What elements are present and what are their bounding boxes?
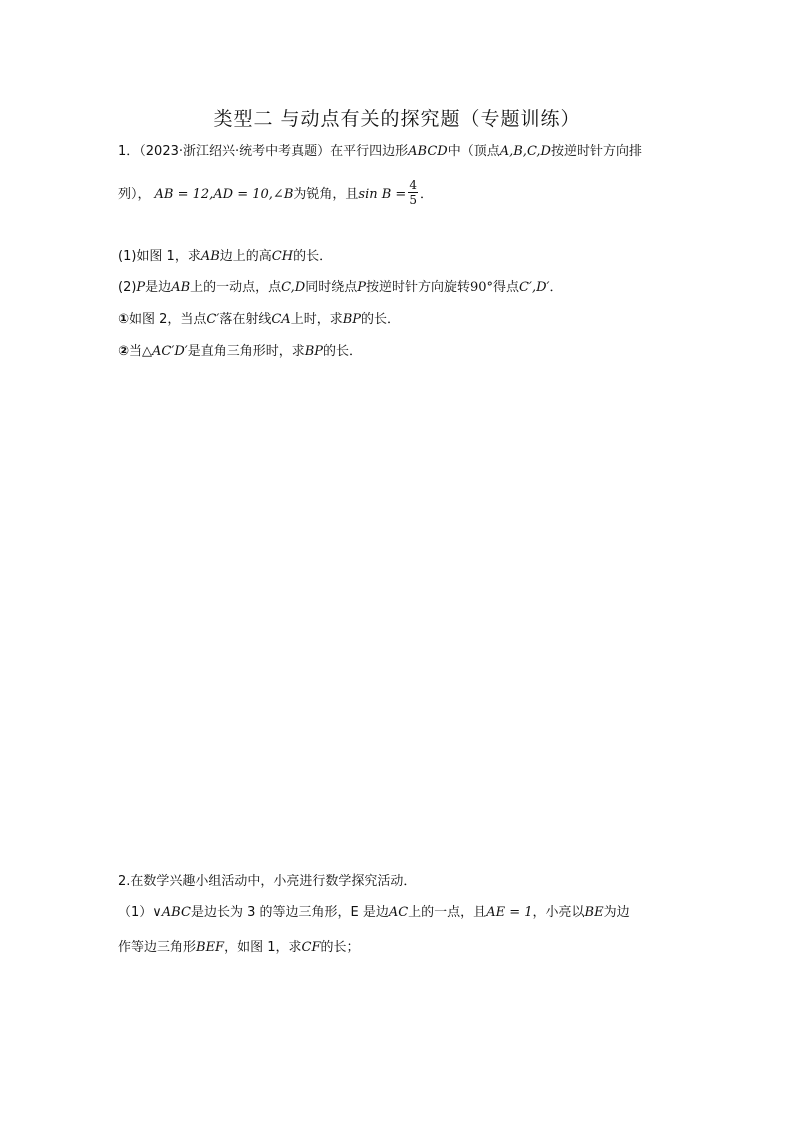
q2-math: ∨ABC <box>152 905 191 920</box>
q1-given: AB = 12,AD = 10,∠B <box>154 187 294 202</box>
q1-math: AB <box>171 280 191 295</box>
q1-line-2 <box>118 180 433 209</box>
q2-line-1: 2.在数学兴趣小组活动中，小亮进行数学探究活动． <box>118 874 417 889</box>
q2-text: ，小亮以 <box>532 905 585 920</box>
q1-text: 在平行四边形 <box>330 144 409 159</box>
q1-text: 边上的高 <box>219 249 272 264</box>
q1-math: AB <box>200 249 220 264</box>
q1-math: C′ <box>206 312 220 327</box>
q1-math: △AC′D′ <box>142 344 188 359</box>
q1-text: 上的一动点，点 <box>190 280 282 295</box>
q1-text: ． <box>549 280 563 295</box>
q1-text: 为锐角，且 <box>293 187 359 202</box>
q1-number: 1． <box>118 144 140 159</box>
fraction <box>408 178 418 207</box>
q1-text: 同时绕点 <box>305 280 358 295</box>
q1-math: BP <box>304 344 324 359</box>
circled-number: ② <box>118 344 130 359</box>
q2-math: CF <box>301 940 321 955</box>
q1-math: BP <box>342 312 362 327</box>
q2-text: 是边长为 3 的等边三角形，E 是边 <box>190 905 389 920</box>
q1-text: 按逆时针方向排 <box>550 144 642 159</box>
q1-text: 列）， <box>118 187 151 202</box>
q1-part-2 <box>118 278 562 298</box>
q2-math: BEF <box>196 940 225 955</box>
fraction-numerator: 4 <box>409 178 417 192</box>
q2-math: AC <box>388 905 409 920</box>
q1-shape: ABCD <box>408 144 448 159</box>
circled-number: ① <box>118 312 130 327</box>
fraction-denominator: 5 <box>409 193 417 207</box>
q1-text: 按逆时针方向旋转 <box>365 280 470 295</box>
q1-part-1 <box>118 247 332 267</box>
q2-text: 上的一点，且 <box>408 905 487 920</box>
q2-text: 的长； <box>320 940 360 955</box>
q1-text: 得点 <box>493 280 520 295</box>
page-title: 类型二 与动点有关的探究题（专题训练） <box>213 108 581 130</box>
q1-math: CA <box>271 312 291 327</box>
q2-text: （1） <box>118 905 153 920</box>
q1-text: 上时，求 <box>290 312 343 327</box>
q1-source: （2023·浙江绍兴·统考中考真题） <box>139 144 331 159</box>
q2-line-2 <box>118 903 630 923</box>
q1-sin: sin B = <box>358 187 407 202</box>
q1-text: (2) <box>118 280 137 295</box>
q1-subpart-2 <box>118 342 362 362</box>
q1-text: 的长． <box>293 249 333 264</box>
q2-text: 作等边三角形 <box>118 940 197 955</box>
q1-text: 落在射线 <box>219 312 272 327</box>
q1-math: C,D <box>281 280 306 295</box>
q1-points: A,B,C,D <box>499 144 551 159</box>
q1-text: 是边 <box>145 280 172 295</box>
q1-text: ． <box>419 187 433 202</box>
q2-text: ，如图 1，求 <box>224 940 302 955</box>
q1-math: CH <box>271 249 294 264</box>
q1-subpart-1 <box>118 310 400 330</box>
q1-text: 的长． <box>323 344 363 359</box>
q1-math: P <box>357 280 366 295</box>
q1-text: 是直角三角形时，求 <box>187 344 305 359</box>
q2-text: 为边 <box>603 905 630 920</box>
q1-math: C′,D′ <box>519 280 550 295</box>
q1-text: 如图 2，当点 <box>129 312 207 327</box>
q1-math: P <box>136 280 146 295</box>
q1-text: (1)如图 1，求 <box>118 249 201 264</box>
q1-math: 90° <box>469 280 494 295</box>
q2-line-3 <box>118 938 359 958</box>
q1-text: 中（顶点 <box>447 144 500 159</box>
q2-math: BE <box>584 905 604 920</box>
q2-math: AE = 1 <box>486 905 533 920</box>
q1-text: 当 <box>129 344 143 359</box>
q1-text: 的长． <box>361 312 401 327</box>
q1-line-1 <box>118 142 642 162</box>
